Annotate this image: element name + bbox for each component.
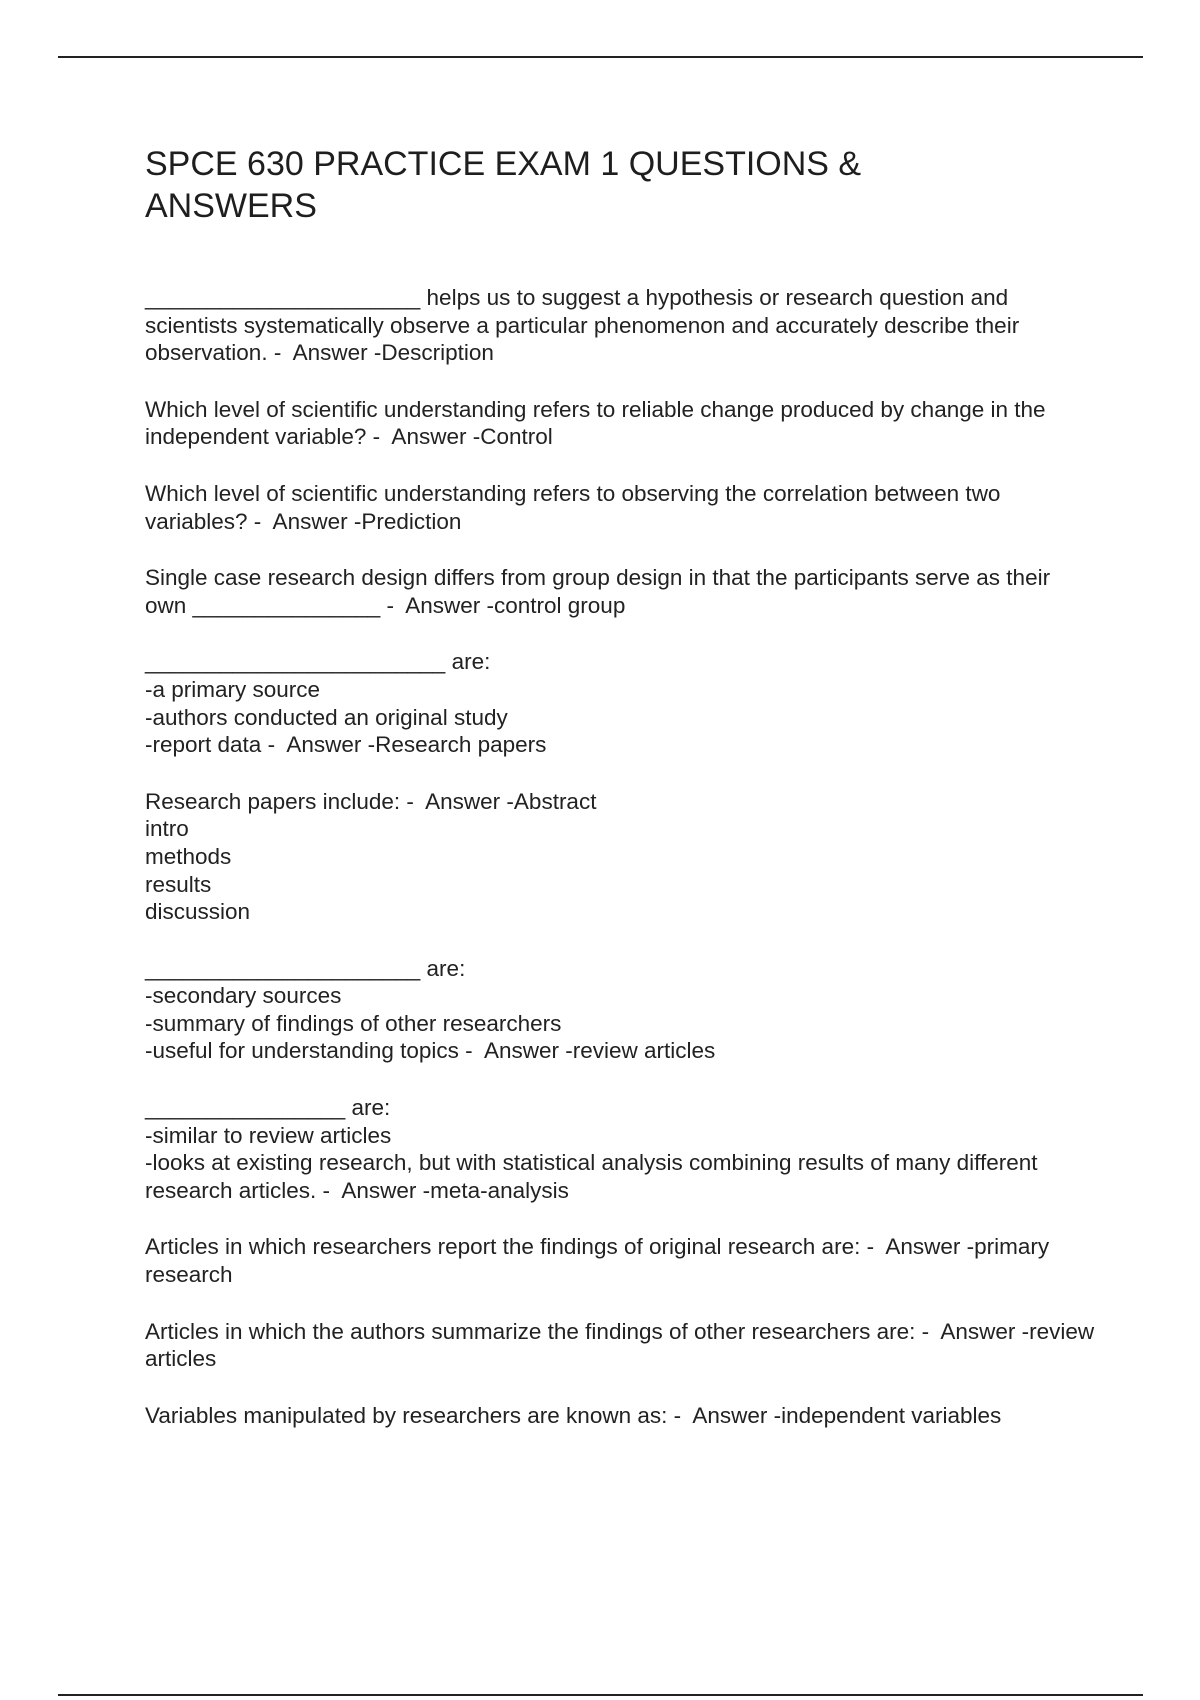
qa-text: ________________________ are: -a primary source -authors conducted an original study -report data - Answer -Research papers	[145, 649, 547, 758]
qa-item	[145, 788, 1095, 926]
qa-text: ________________ are: -similar to review articles -looks at existing research, but with statistical analysis combining results of many different research articles. - Answer -meta-analysis	[145, 1095, 1038, 1203]
top-rule	[58, 56, 1143, 58]
qa-text: ______________________ are: -secondary sources -summary of findings of other researchers -useful for understanding topics - Answer -review articles	[145, 955, 716, 1064]
qa-text: Which level of scientific understanding refers to reliable change produced by change in the independent variable? - Answer -Control	[145, 396, 1052, 450]
qa-text: ______________________ helps us to suggest a hypothesis or research question and scientists systematically observe a particular phenomenon and accurately describe their observation. - Answer -Description	[145, 285, 1026, 366]
qa-text: Articles in which the authors summarize the findings of other researchers are: - Answer -review articles	[145, 1318, 1101, 1372]
question-answer-list	[145, 284, 1101, 1458]
qa-text: Articles in which researchers report the findings of original research are: - Answer -primary research	[145, 1234, 1056, 1288]
qa-text: Single case research design differs from group design in that the participants serve as their own _______________ - Answer -control group	[145, 565, 1057, 618]
document-title: SPCE 630 PRACTICE EXAM 1 QUESTIONS & ANSWERS	[145, 145, 862, 225]
qa-item	[145, 1402, 1095, 1430]
qa-item	[145, 1318, 1101, 1373]
qa-item	[145, 564, 1095, 619]
qa-text: Research papers include: - Answer -Abstract intro methods results discussion	[145, 788, 597, 925]
qa-text: Which level of scientific understanding refers to observing the correlation between two variables? - Answer -Prediction	[145, 480, 1007, 534]
qa-item	[145, 955, 1095, 1065]
bottom-rule	[58, 1694, 1143, 1696]
qa-item	[145, 648, 1095, 758]
qa-item	[145, 284, 1095, 367]
qa-item	[145, 396, 1095, 451]
qa-item	[145, 480, 1095, 535]
qa-item	[145, 1233, 1095, 1288]
qa-text: Variables manipulated by researchers are known as: - Answer -independent variables	[145, 1402, 1002, 1428]
qa-item	[145, 1094, 1095, 1204]
